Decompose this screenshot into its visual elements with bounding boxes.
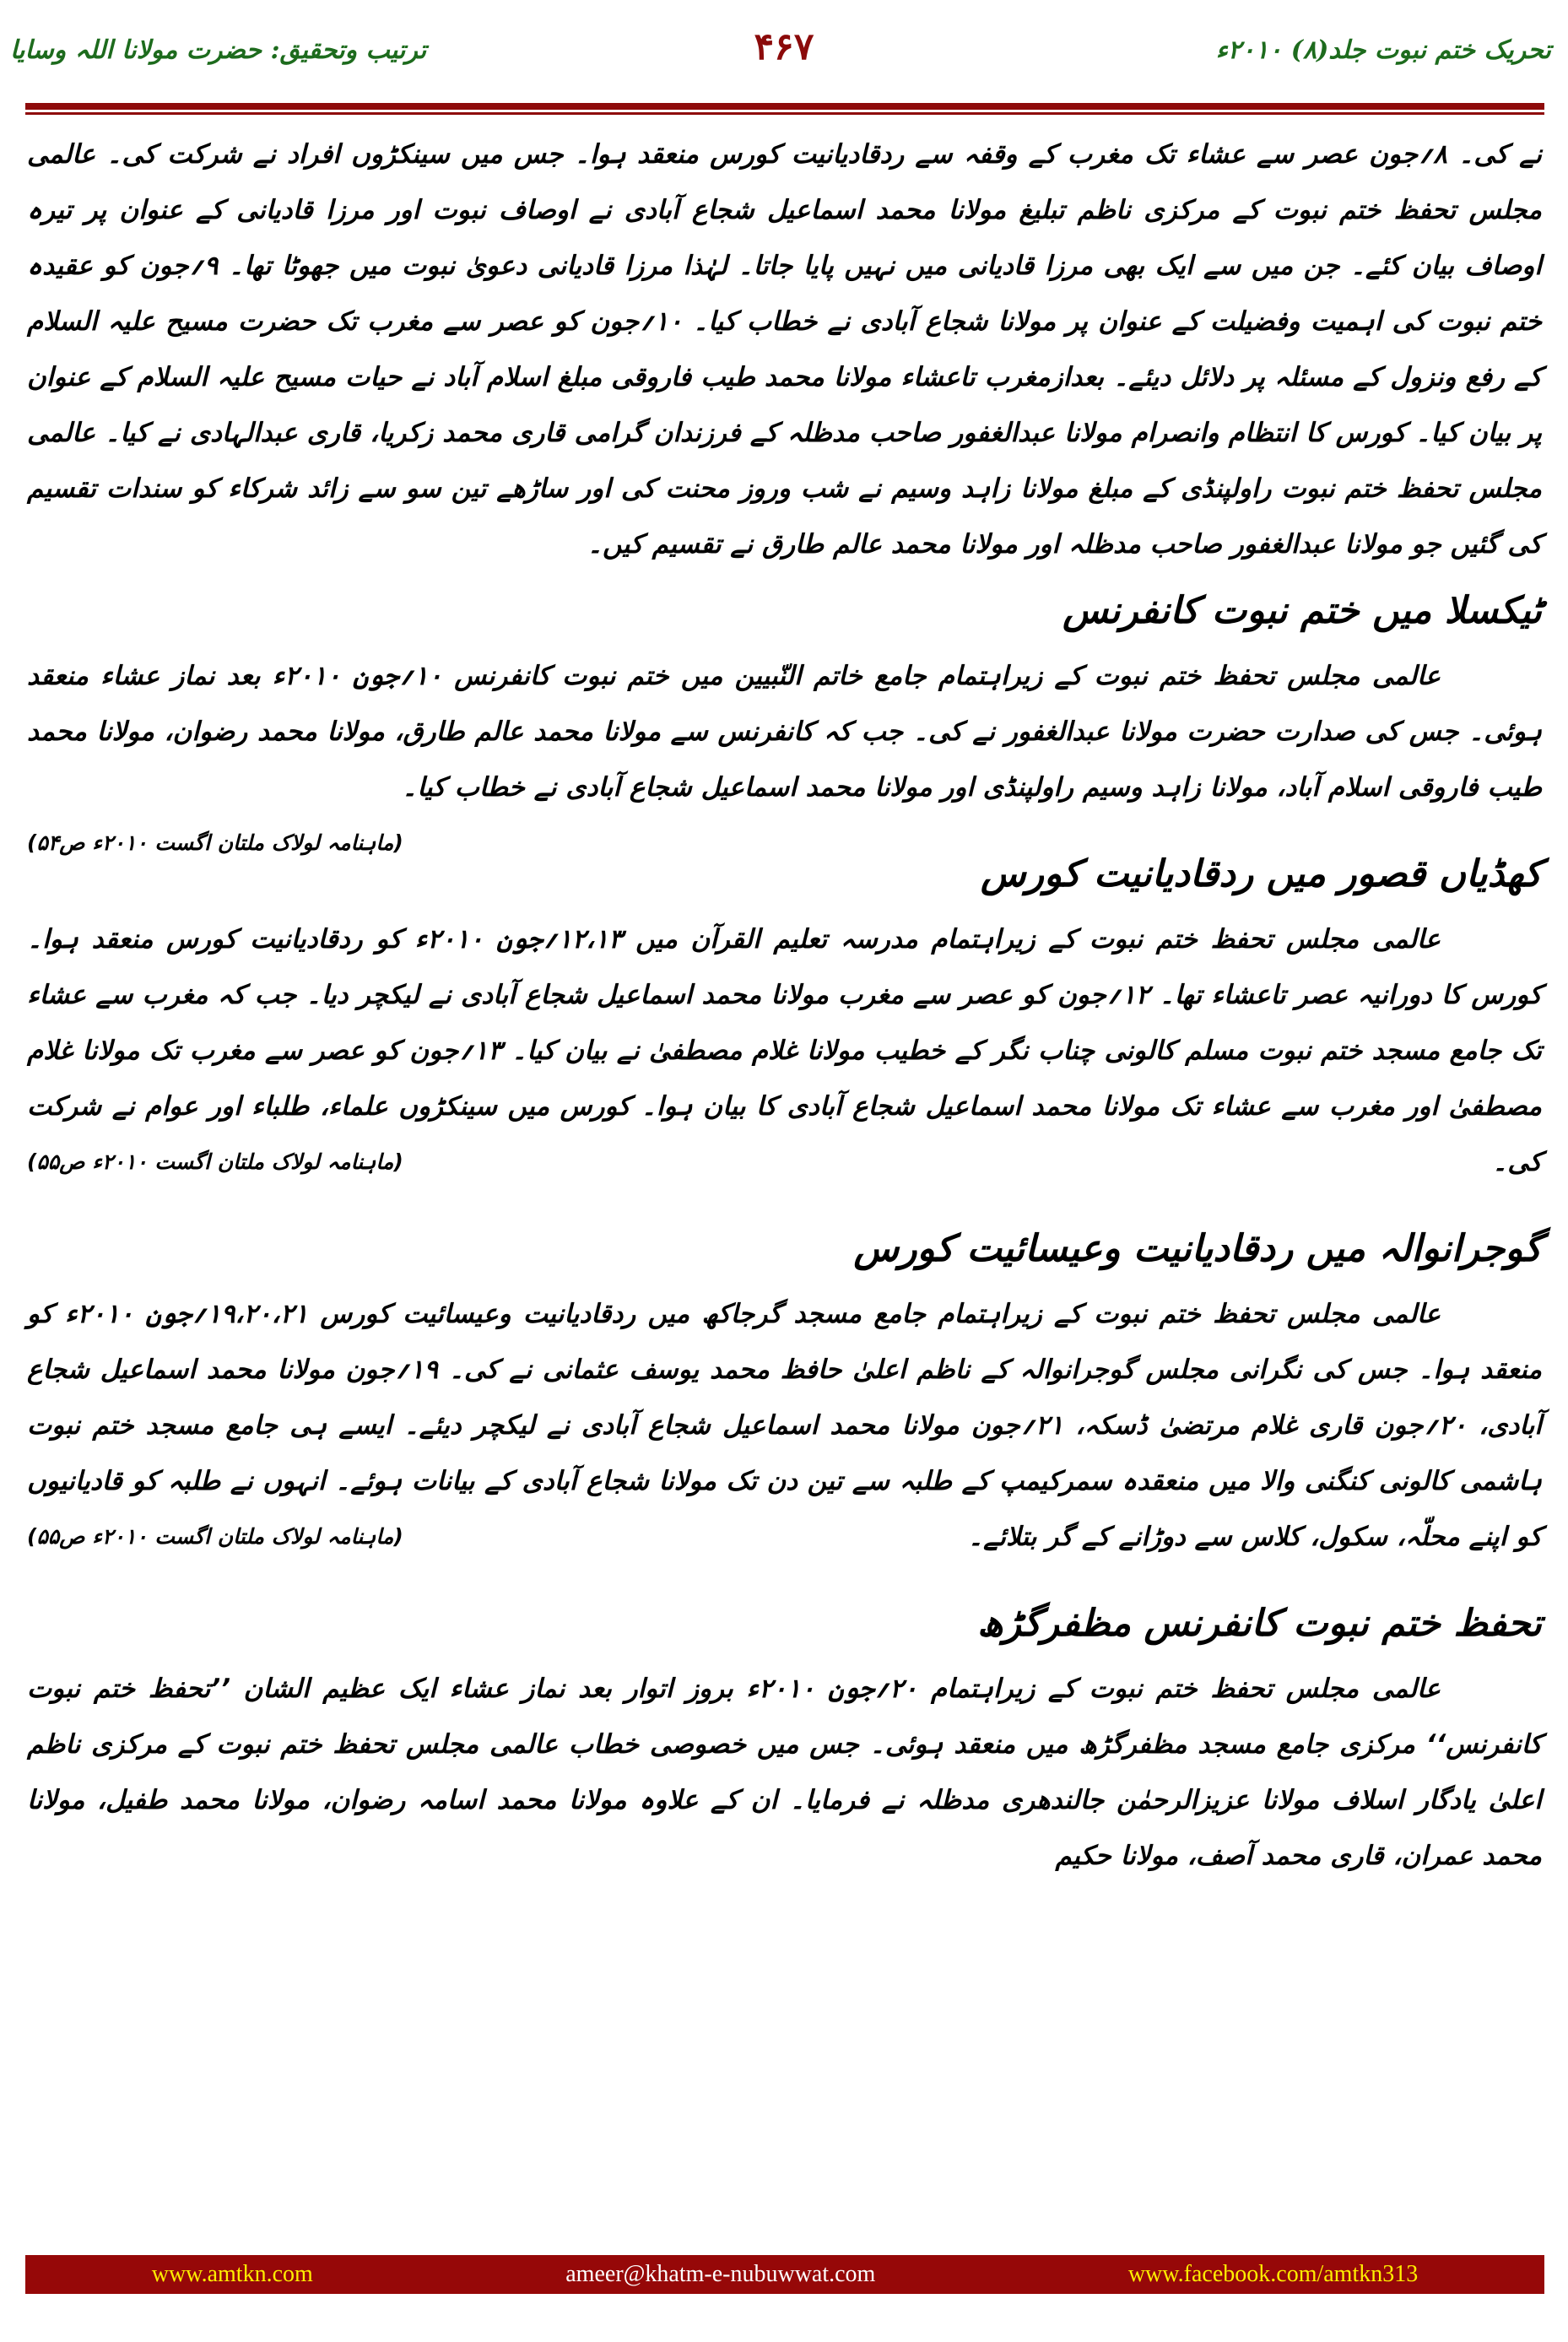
- section-body: [27, 911, 1542, 1190]
- section-text: عالمی مجلس تحفظ ختم نبوت کے زیراہتمام ۲۰؍جون ۲۰۱۰ء بروز اتوار بعد نماز عشاء ایک عظیم الشان ’’تحفظ ختم نبوت کانفرنس‘‘ مرکزی جامع مسجد مظفرگڑھ میں منعقد ہوئی۔ جس میں خصوصی خطاب عالمی مجلس تحفظ ختم نبوت کے مرکزی ناظم اعلیٰ یادگار اسلاف مولانا عزیزالرحمٰن جالندھری مدظلہ نے فرمایا۔ ان کے علاوہ مولانا محمد اسامہ رضوان، مولانا محمد طفیل، مولانا محمد عمران، قاری محمد آصف، مولانا حکیم: [27, 1674, 1542, 1871]
- section-body: [27, 648, 1542, 855]
- source-reference: (ماہنامہ لولاک ملتان اگست ۲۰۱۰ء ص۵۵): [27, 1524, 403, 1549]
- section-body: [27, 1286, 1542, 1565]
- section-body: [27, 1661, 1542, 1884]
- section-text: عالمی مجلس تحفظ ختم نبوت کے زیراہتمام مدرسہ تعلیم القرآن میں ۱۲،۱۳؍جون ۲۰۱۰ء کو ردقادیانیت کورس منعقد ہوا۔ کورس کا دورانیہ عصر تاعشاء تھا۔ ۱۲؍جون کو عصر سے مغرب مولانا محمد اسماعیل شجاع آبادی نے لیکچر دیا۔ جب کہ مغرب سے عشاء تک جامع مسجد ختم نبوت مسلم کالونی چناب نگر کے خطیب مولانا غلام مصطفیٰ نے بیان کیا۔ ۱۳؍جون کو عصر سے مغرب تک مولانا غلام مصطفیٰ اور مغرب سے عشاء تک مولانا محمد اسماعیل شجاع آبادی کا بیان ہوا۔ کورس میں سینکڑوں علماء، طلباء اور عوام نے شرکت کی۔: [27, 924, 1543, 1177]
- section-text: عالمی مجلس تحفظ ختم نبوت کے زیراہتمام جامع مسجد گرجاکھ میں ردقادیانیت وعیسائیت کورس ۱۹،۲۰،۲۱؍جون ۲۰۱۰ء کو منعقد ہوا۔ جس کی نگرانی مجلس گوجرانوالہ کے ناظم اعلیٰ حافظ محمد یوسف عثمانی نے کی۔ ۱۹؍جون مولانا محمد اسماعیل شجاع آبادی، ۲۰؍جون قاری غلام مرتضیٰ ڈسکہ، ۲۱؍جون مولانا محمد اسماعیل شجاع آبادی نے لیکچر دیئے۔ ایسے ہی جامع مسجد ختم نبوت ہاشمی کالونی کنگنی والا میں منعقدہ سمرکیمپ کے طلبہ سے تین دن تک مولانا شجاع آبادی کے بیانات ہوئے۔ انہوں نے طلبہ کو قادیانیوں کو اپنے محلّہ، سکول، کلاس سے دوڑانے کے گر بتلائے۔: [27, 1299, 1542, 1552]
- header-rule-thin: [25, 112, 1544, 115]
- page-footer: [25, 2255, 1544, 2294]
- source-reference: (ماہنامہ لولاک ملتان اگست ۲۰۱۰ء ص۵۴): [27, 830, 403, 855]
- section-muzaffargarh: [27, 1590, 1542, 1884]
- intro-paragraph: نے کی۔ ۸؍جون عصر سے عشاء تک مغرب کے وقفہ سے ردقادیانیت کورس منعقد ہوا۔ جس میں سینکڑوں افراد نے شرکت کی۔ عالمی مجلس تحفظ ختم نبوت کے مرکزی ناظم تبلیغ مولانا محمد اسماعیل شجاع آبادی نے اوصاف نبوت اور مرزا قادیانی کے عنوان پر تیرہ اوصاف بیان کئے۔ جن میں سے ایک بھی مرزا قادیانی میں نہیں پایا جاتا۔ لہٰذا مرزا قادیانی دعویٰ نبوت میں جھوٹا تھا۔ ۹؍جون کو عقیدہ ختم نبوت کی اہمیت وفضیلت کے عنوان پر مولانا شجاع آبادی نے خطاب کیا۔ ۱۰؍جون کو عصر سے مغرب تک حضرت مسیح علیہ السلام کے رفع ونزول کے مسئلہ پر دلائل دیئے۔ بعدازمغرب تاعشاء مولانا محمد طیب فاروقی مبلغ اسلام آباد نے حیات مسیح علیہ السلام کے عنوان پر بیان کیا۔ کورس کا انتظام وانصرام مولانا عبدالغفور صاحب مدظلہ کے فرزندان گرامی قاری محمد زکریا، قاری عبدالہادی نے کیا۔ عالمی مجلس تحفظ ختم نبوت راولپنڈی کے مبلغ مولانا زاہد وسیم نے شب وروز محنت کی اور ساڑھے تین سو سے زائد شرکاء کو سندات تقسیم کی گئیں جو مولانا عبدالغفور صاحب مدظلہ اور مولانا محمد عالم طارق نے تقسیم کیں۔: [27, 139, 1543, 560]
- source-reference: (ماہنامہ لولاک ملتان اگست ۲۰۱۰ء ص۵۵): [27, 1149, 403, 1174]
- section-taxila: [27, 577, 1542, 855]
- section-gujranwala: [27, 1215, 1542, 1565]
- website-link[interactable]: www.amtkn.com: [151, 2261, 313, 2287]
- facebook-link[interactable]: www.facebook.com/amtkn313: [1127, 2261, 1419, 2287]
- page-number: ۴۶۷: [754, 25, 814, 68]
- section-heading: کھڈیاں قصور میں ردقادیانیت کورس: [981, 852, 1542, 895]
- page-body: [27, 127, 1542, 1884]
- compiler-credit: ترتیب وتحقیق: حضرت مولانا اللہ وسایا: [10, 35, 427, 65]
- section-heading: تحفظ ختم نبوت کانفرنس مظفرگڑھ: [976, 1602, 1542, 1645]
- header-rule-thick: [25, 103, 1544, 110]
- section-heading: ٹیکسلا میں ختم نبوت کانفرنس: [1062, 589, 1542, 632]
- section-text: عالمی مجلس تحفظ ختم نبوت کے زیراہتمام جامع خاتم النّبیین میں ختم نبوت کانفرنس ۱۰؍جون ۲۰۱۰ء بعد نماز عشاء منعقد ہوئی۔ جس کی صدارت حضرت مولانا عبدالغفور نے کی۔ جب کہ کانفرنس سے مولانا محمد عالم طارق، مولانا محمد رضوان، مولانا محمد طیب فاروقی اسلام آباد، مولانا زاہد وسیم راولپنڈی اور مولانا محمد اسماعیل شجاع آبادی نے خطاب کیا۔: [27, 661, 1542, 803]
- section-heading: گوجرانوالہ میں ردقادیانیت وعیسائیت کورس: [853, 1227, 1542, 1270]
- email-link[interactable]: ameer@khatm-e-nubuwwat.com: [565, 2261, 876, 2287]
- page-header: [0, 0, 1568, 110]
- book-title: تحریک ختم نبوت جلد(۸) ۲۰۱۰ء: [1215, 35, 1551, 65]
- section-khudian-kasur: [27, 841, 1542, 1190]
